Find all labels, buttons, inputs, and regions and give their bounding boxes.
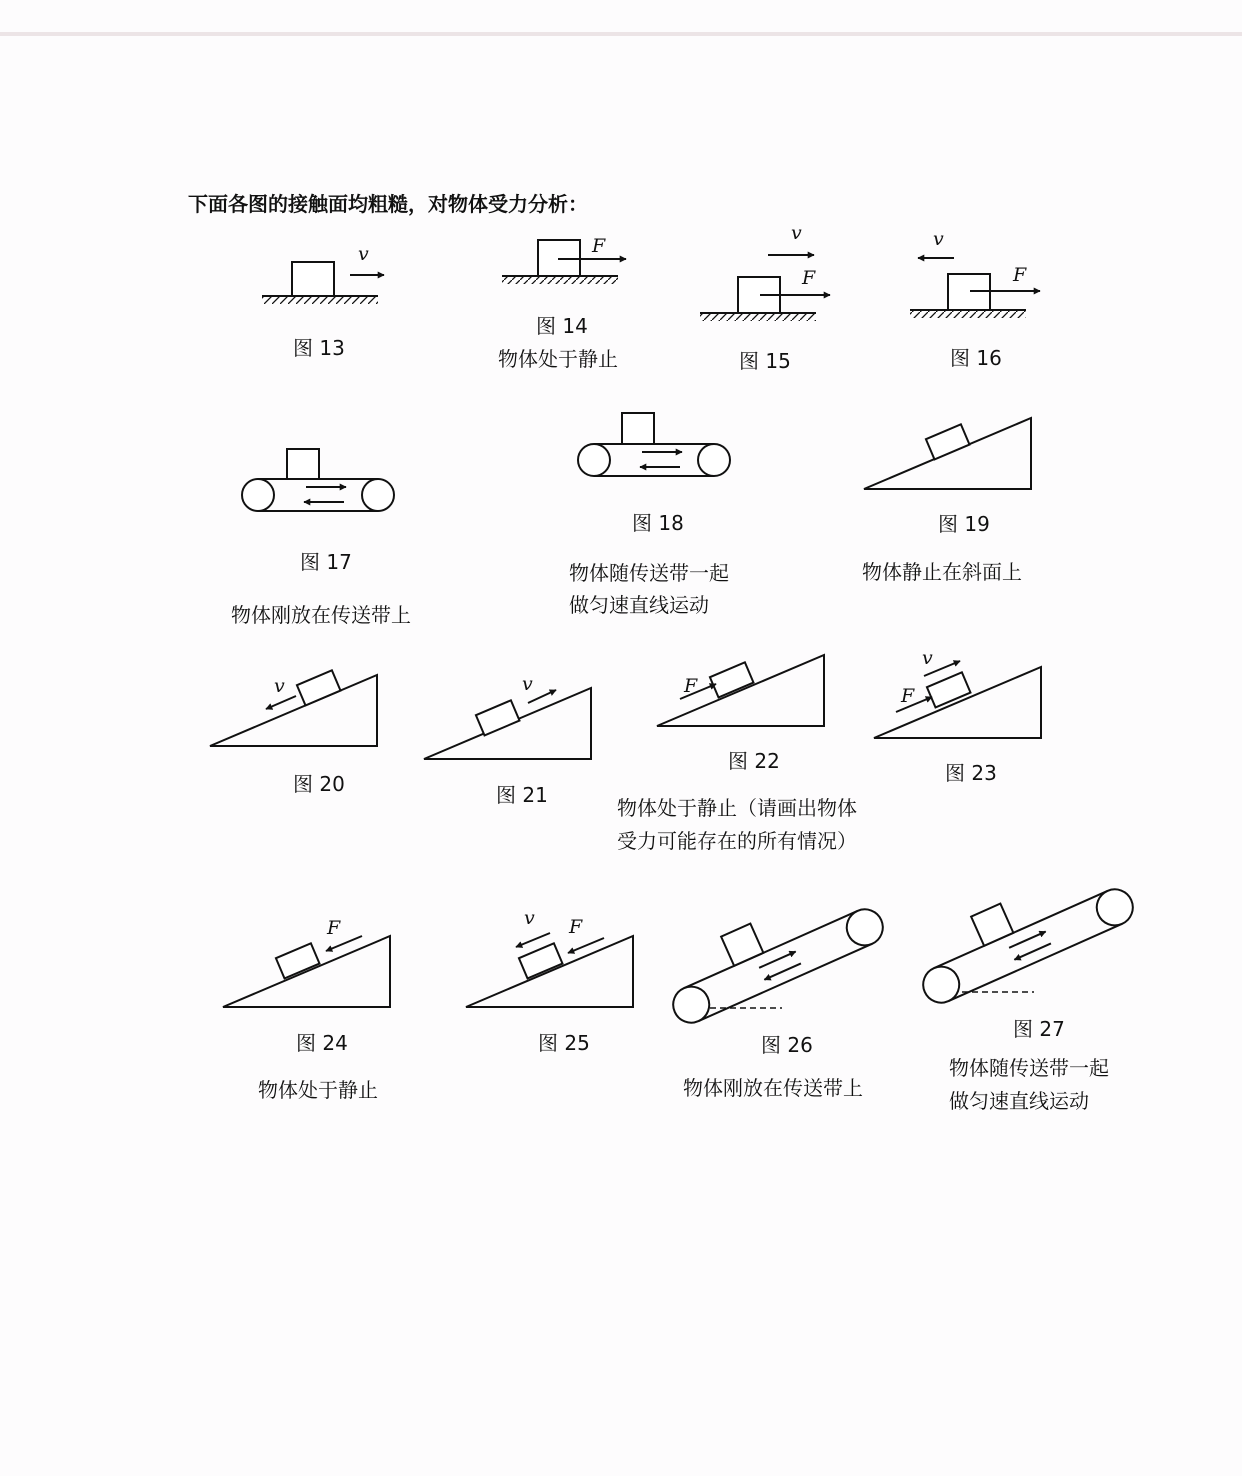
figure-25-diagram [466,933,633,1007]
figure-26-diagram [654,874,888,1028]
figure-23-label: 图 23 [945,761,997,785]
figure-21-diagram [424,688,591,759]
figure-13-label: 图 13 [293,336,345,360]
figure-14-label: 图 14 [536,314,588,338]
figure-19-note: 物体静止在斜面上 [862,560,1022,584]
v-label: v [522,673,533,695]
F-label: F [592,235,606,257]
figure-18-note-line1: 物体随传送带一起 [569,561,729,585]
v-label: v [933,228,944,250]
F-label: F [569,916,583,938]
v-label: v [524,907,535,929]
F-label: F [802,267,816,289]
page-title: 下面各图的接触面均粗糙，对物体受力分析： [188,192,588,216]
figure-24-diagram [223,936,390,1007]
F-label: F [1013,264,1027,286]
figure-21-label: 图 21 [496,783,548,807]
figure-22-note-line2: 受力可能存在的所有情况） [617,829,857,853]
figure-24-label: 图 24 [296,1031,348,1055]
figure-17-diagram [242,449,394,511]
figure-25-label: 图 25 [538,1031,590,1055]
figure-13-diagram [262,262,384,304]
figure-15-label: 图 15 [739,349,791,373]
figure-27-label: 图 27 [1013,1017,1065,1041]
figure-16-label: 图 16 [950,346,1002,370]
figure-14-note: 物体处于静止 [498,347,618,371]
figure-26-note: 物体刚放在传送带上 [683,1076,863,1100]
figure-18-note-line2: 做匀速直线运动 [569,593,709,617]
figure-19-diagram [864,418,1031,489]
v-label: v [922,647,933,669]
figure-27-note-line2: 做匀速直线运动 [949,1089,1089,1113]
figure-27-note-line1: 物体随传送带一起 [949,1056,1109,1080]
figure-24-note: 物体处于静止 [258,1078,378,1102]
v-label: v [274,675,285,697]
v-label: v [791,222,802,244]
F-label: F [901,685,915,707]
figure-26-label: 图 26 [761,1033,813,1057]
figure-20-label: 图 20 [293,772,345,796]
figure-17-note: 物体刚放在传送带上 [231,603,411,627]
figure-27-diagram [904,854,1138,1008]
belt-arrow-up [1009,932,1046,948]
figure-18-diagram [578,413,730,476]
figure-22-label: 图 22 [728,749,780,773]
figure-14-diagram [502,240,626,284]
figure-22-note-line1: 物体处于静止（请画出物体 [617,796,857,820]
figure-19-label: 图 19 [938,512,990,536]
figure-20-diagram [210,670,377,746]
v-label: v [358,243,369,265]
F-label: F [684,675,698,697]
figure-18-label: 图 18 [632,511,684,535]
figure-22-diagram [657,655,824,726]
velocity-arrow [266,696,296,709]
figure-captions [231,314,1109,1113]
F-label: F [327,917,341,939]
figure-23-diagram [874,661,1041,738]
velocity-arrow [516,933,550,947]
belt-arrow-up [759,952,796,968]
figure-17-label: 图 17 [300,550,352,574]
